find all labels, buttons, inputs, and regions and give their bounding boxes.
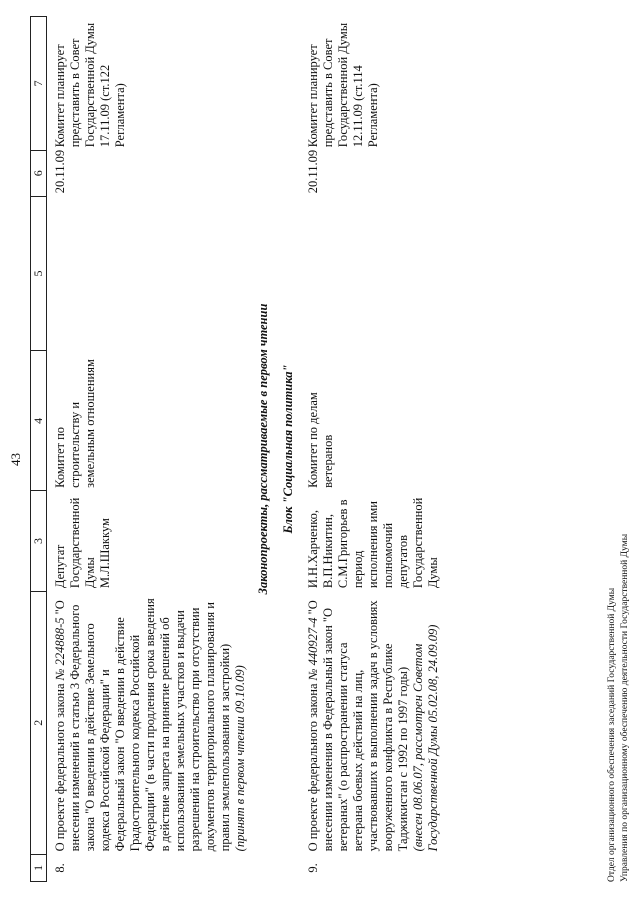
block-heading-row bbox=[277, 17, 306, 882]
bill-number: № 224888-5 bbox=[53, 617, 67, 681]
row-number: 9. bbox=[306, 863, 320, 873]
block-heading: Блок "Социальная политика" bbox=[281, 364, 295, 534]
column-header: 1 bbox=[31, 854, 47, 881]
table-header-row bbox=[31, 17, 47, 882]
committee-note: Комитет планирует представить в Совет Государственной Думы 12.11.09 (ст.114 Регламента) bbox=[306, 22, 380, 148]
committee-note: Комитет планирует представить в Совет Государственной Думы 17.11.09 (ст.122 Регламента) bbox=[53, 22, 127, 148]
footer-directorate: Управления по организационному обеспечению деятельности Государственной Думы bbox=[620, 533, 630, 882]
column-5-cell bbox=[47, 196, 249, 351]
review-date: 20.11.09 bbox=[53, 149, 67, 194]
section-heading-row bbox=[248, 17, 277, 882]
table-row bbox=[306, 17, 441, 882]
agenda-table bbox=[30, 16, 441, 882]
bill-title: "О внесении изменения в Федеральный закон "О ветеранах" (о распространении статуса ветерана боевых действий на лиц, участвовавших в выполнении задач в условиях вооруженного конфликта в Республике Таджикистан с 1992 по 1997 годы) bbox=[306, 600, 410, 852]
bill-description bbox=[47, 591, 249, 854]
section-heading: Законопроекты, рассматриваемые в первом чтении bbox=[256, 303, 270, 595]
bill-title-prefix: О проекте федерального закона bbox=[53, 680, 67, 852]
review-date: 20.11.09 bbox=[306, 149, 320, 194]
column-header: 2 bbox=[31, 591, 47, 854]
bill-authors: Депутат Государственной Думы М.Л.Шаккум bbox=[53, 497, 112, 589]
bill-title-prefix: О проекте федерального закона bbox=[306, 680, 320, 852]
bill-authors: И.Н.Харченко, В.П.Никитин, С.М.Григорьев в период исполнения ими полномочий депутатов Государственной Думы bbox=[306, 497, 440, 589]
footer-department: Отдел организационного обеспечения заседаний Государственной Думы bbox=[607, 587, 617, 882]
table-row bbox=[47, 17, 249, 882]
column-header: 7 bbox=[31, 17, 47, 151]
bill-title: "О внесении изменений в статью 3 Федерального закона "О введении в действие Земельного кодекса Российской Федерации" и Федеральный закон "О введении в действие Градостроительного кодекса Российской Федерации" (в части продления срока введения в действие запрета на принятие решений об использовании земельных участков и выдачи разрешений на строительство при отсутствии документов территориального планирования и правил землепользования и застройки) bbox=[53, 598, 232, 852]
page-number: 43 bbox=[8, 453, 23, 466]
row-number: 8. bbox=[53, 863, 67, 873]
column-header: 6 bbox=[31, 150, 47, 196]
bill-status: (принят в первом чтении 09.10.09) bbox=[233, 665, 247, 852]
column-header: 4 bbox=[31, 351, 47, 491]
responsible-committee: Комитет по делам ветеранов bbox=[306, 392, 335, 488]
column-header: 3 bbox=[31, 491, 47, 591]
responsible-committee: Комитет по строительству и земельным отношениям bbox=[53, 359, 97, 488]
column-header: 5 bbox=[31, 196, 47, 351]
column-5-cell bbox=[306, 196, 441, 351]
bill-number: № 440927-4 bbox=[306, 617, 320, 681]
bill-description bbox=[306, 591, 441, 854]
bill-status: (внесен 08.06.07, рассмотрен Советом Государственной Думы 05.02.08, 24.09.09) bbox=[411, 624, 440, 852]
